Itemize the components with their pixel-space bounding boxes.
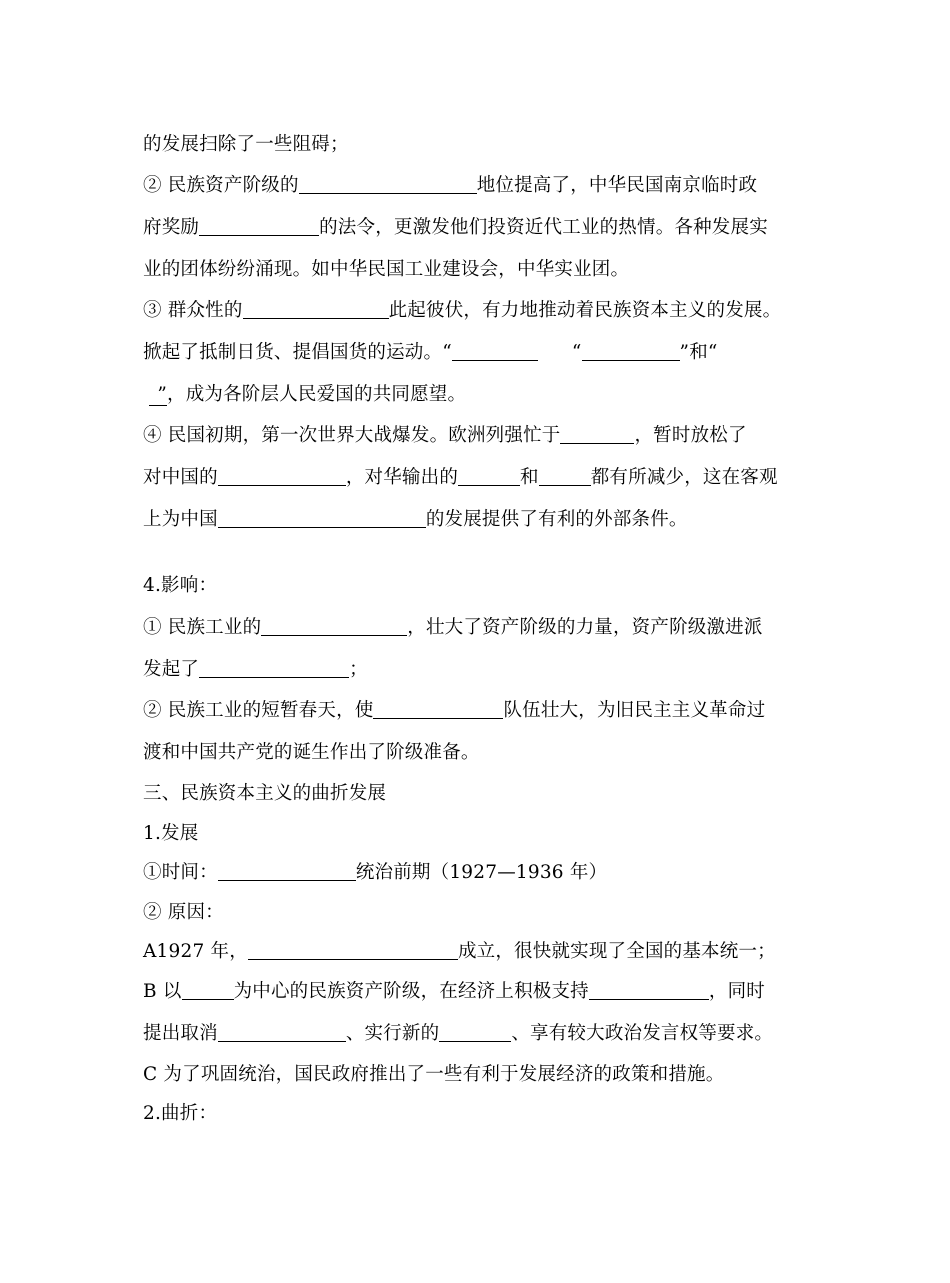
fill-blank[interactable] [218, 467, 346, 486]
text-line [143, 299, 843, 323]
fill-blank[interactable] [373, 700, 503, 719]
section-heading [143, 782, 843, 806]
text-line [143, 383, 843, 407]
text: 上为中国 [143, 509, 218, 530]
text-line [143, 658, 843, 682]
fill-blank[interactable] [589, 981, 709, 1000]
text: 对中国的 [143, 467, 218, 488]
text: 此起彼伏，有力地推动着民族资本主义的发展。 [388, 300, 782, 321]
text: 地位提高了，中华民国南京临时政 [476, 175, 758, 196]
text: 提出取消 [143, 1023, 218, 1044]
text: 为中心的民族资产阶级，在经济上积极支持 [233, 981, 589, 1002]
section-heading [143, 574, 843, 598]
section-heading [143, 822, 843, 846]
text: ，成为各阶层人民爱国的共同愿望。 [167, 384, 467, 405]
text: A1927 年， [143, 941, 248, 962]
fill-blank[interactable] [560, 425, 634, 444]
text: ，壮大了资产阶级的力量，资产阶级激进派 [407, 617, 763, 638]
text: 掀起了抵制日货、提倡国货的运动。“ [143, 342, 452, 363]
text: 4.影响： [143, 575, 218, 596]
text: 队伍壮大，为旧民主主义革命过 [503, 700, 766, 721]
text-line [143, 861, 843, 885]
text: ，同时 [708, 981, 765, 1002]
text-line [143, 1063, 843, 1087]
text-line [143, 699, 843, 723]
text: 、享有较大政治发言权等要求。 [511, 1023, 774, 1044]
text: 的法令，更激发他们投资近代工业的热情。各种发展实 [319, 217, 768, 238]
text-line [143, 216, 843, 240]
text: 和 [520, 467, 539, 488]
text-line [143, 1022, 843, 1046]
text: B 以 [143, 981, 182, 1002]
text-line [143, 508, 843, 532]
text: 发起了 [143, 659, 200, 680]
text: 的发展提供了有利的外部条件。 [425, 509, 688, 530]
text: ② 民族资产阶级的 [143, 175, 299, 196]
text-line [143, 424, 843, 448]
text: ； [349, 659, 368, 680]
text: 渡和中国共产党的诞生作出了阶级准备。 [143, 742, 480, 763]
fill-blank-quote[interactable]: ” [149, 385, 167, 406]
text: 统治前期（1927—1936 年） [355, 862, 608, 883]
fill-blank[interactable] [439, 1023, 511, 1042]
text: C 为了巩固统治，国民政府推出了一些有利于发展经济的政策和措施。 [143, 1064, 725, 1085]
text: “ [571, 342, 582, 363]
text-line [143, 258, 843, 282]
fill-blank[interactable] [299, 175, 477, 194]
text-line [143, 616, 843, 640]
text: 1.发展 [143, 823, 199, 844]
text-line [143, 741, 843, 765]
fill-blank[interactable] [261, 617, 407, 636]
text: ”和“ [679, 342, 718, 363]
text: ①时间： [143, 862, 218, 883]
fill-blank[interactable] [218, 509, 426, 528]
text: ，对华输出的 [345, 467, 459, 488]
fill-blank[interactable] [218, 1023, 346, 1042]
fill-blank[interactable] [458, 467, 520, 486]
text-line [143, 466, 843, 490]
text: ② 民族工业的短暂春天，使 [143, 700, 374, 721]
text: 成立，很快就实现了全国的基本统一； [457, 941, 776, 962]
fill-blank[interactable] [539, 467, 591, 486]
text: ① 民族工业的 [143, 617, 262, 638]
text: ③ 群众性的 [143, 300, 243, 321]
text: 业的团体纷纷涌现。如中华民国工业建设会，中华实业团。 [143, 259, 630, 280]
text: 的发展扫除了一些阻碍； [143, 134, 349, 155]
fill-blank[interactable] [199, 659, 349, 678]
fill-blank[interactable] [452, 342, 538, 361]
fill-blank[interactable] [248, 941, 458, 960]
fill-blank[interactable] [182, 981, 234, 1000]
text: ，暂时放松了 [634, 425, 747, 446]
text-line [143, 174, 843, 198]
text: ④ 民国初期，第一次世界大战爆发。欧洲列强忙于 [143, 425, 561, 446]
text: 都有所减少，这在客观 [590, 467, 778, 488]
fill-blank[interactable] [199, 217, 319, 236]
text: 府奖励 [143, 217, 200, 238]
section-heading [143, 1102, 843, 1126]
text-line [143, 341, 843, 365]
text: 三、民族资本主义的曲折发展 [143, 783, 387, 804]
fill-blank[interactable] [582, 342, 680, 361]
text-line [143, 940, 843, 964]
fill-blank[interactable] [243, 300, 389, 319]
text: 、实行新的 [345, 1023, 440, 1044]
text: ② 原因： [143, 902, 224, 923]
text-line [143, 980, 843, 1004]
text-line [143, 901, 843, 925]
text: 2.曲折： [143, 1103, 218, 1124]
text-line [143, 133, 843, 157]
fill-blank[interactable] [218, 862, 356, 881]
